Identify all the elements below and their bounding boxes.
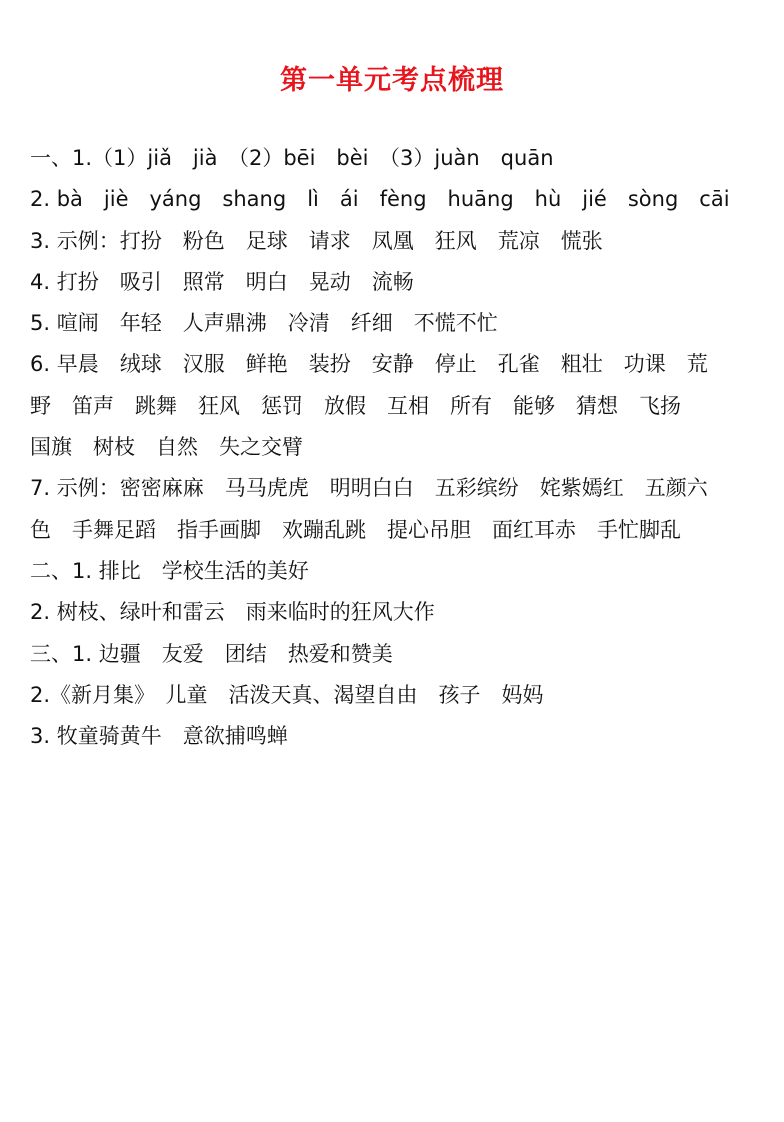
answer-line-10: 色 手舞足蹈 指手画脚 欢蹦乱跳 提心吊胆 面红耳赤 手忙脚乱 bbox=[30, 517, 681, 542]
answer-line-4: 4. 打扮 吸引 照常 明白 晃动 流畅 bbox=[30, 269, 414, 294]
answer-line-5: 5. 喧闹 年轻 人声鼎沸 冷清 纤细 不慌不忙 bbox=[30, 311, 498, 336]
answer-list bbox=[30, 138, 775, 757]
document-title: 第一单元考点梳理 bbox=[280, 65, 504, 96]
answer-line-1: 一、1.（1）jiǎ jià （2）bēi bèi （3）juàn quān bbox=[30, 146, 554, 170]
answer-line-12: 2. 树枝、绿叶和雷云 雨来临时的狂风大作 bbox=[30, 600, 435, 625]
answer-line-7: 野 笛声 跳舞 狂风 惩罚 放假 互相 所有 能够 猜想 飞扬 bbox=[30, 393, 681, 418]
answer-line-11: 二、1. 排比 学校生活的美好 bbox=[30, 558, 309, 583]
answer-line-6: 6. 早晨 绒球 汉服 鲜艳 装扮 安静 停止 孔雀 粗壮 功课 荒 bbox=[30, 352, 708, 377]
answer-line-3: 3. 示例：打扮 粉色 足球 请求 凤凰 狂风 荒凉 慌张 bbox=[30, 228, 603, 253]
answer-line-2: 2. bà jiè yáng shang lì ái fèng huāng hù jié sòng cāi bbox=[30, 187, 730, 212]
answer-line-9: 7. 示例：密密麻麻 马马虎虎 明明白白 五彩缤纷 姹紫嫣红 五颜六 bbox=[30, 476, 708, 501]
answer-line-15: 3. 牧童骑黄牛 意欲捕鸣蝉 bbox=[30, 724, 288, 749]
answer-line-14: 2.《新月集》 儿童 活泼天真、渴望自由 孩子 妈妈 bbox=[30, 682, 544, 707]
answer-line-13: 三、1. 边疆 友爱 团结 热爱和赞美 bbox=[30, 641, 393, 666]
answer-line-8: 国旗 树枝 自然 失之交臂 bbox=[30, 435, 303, 460]
